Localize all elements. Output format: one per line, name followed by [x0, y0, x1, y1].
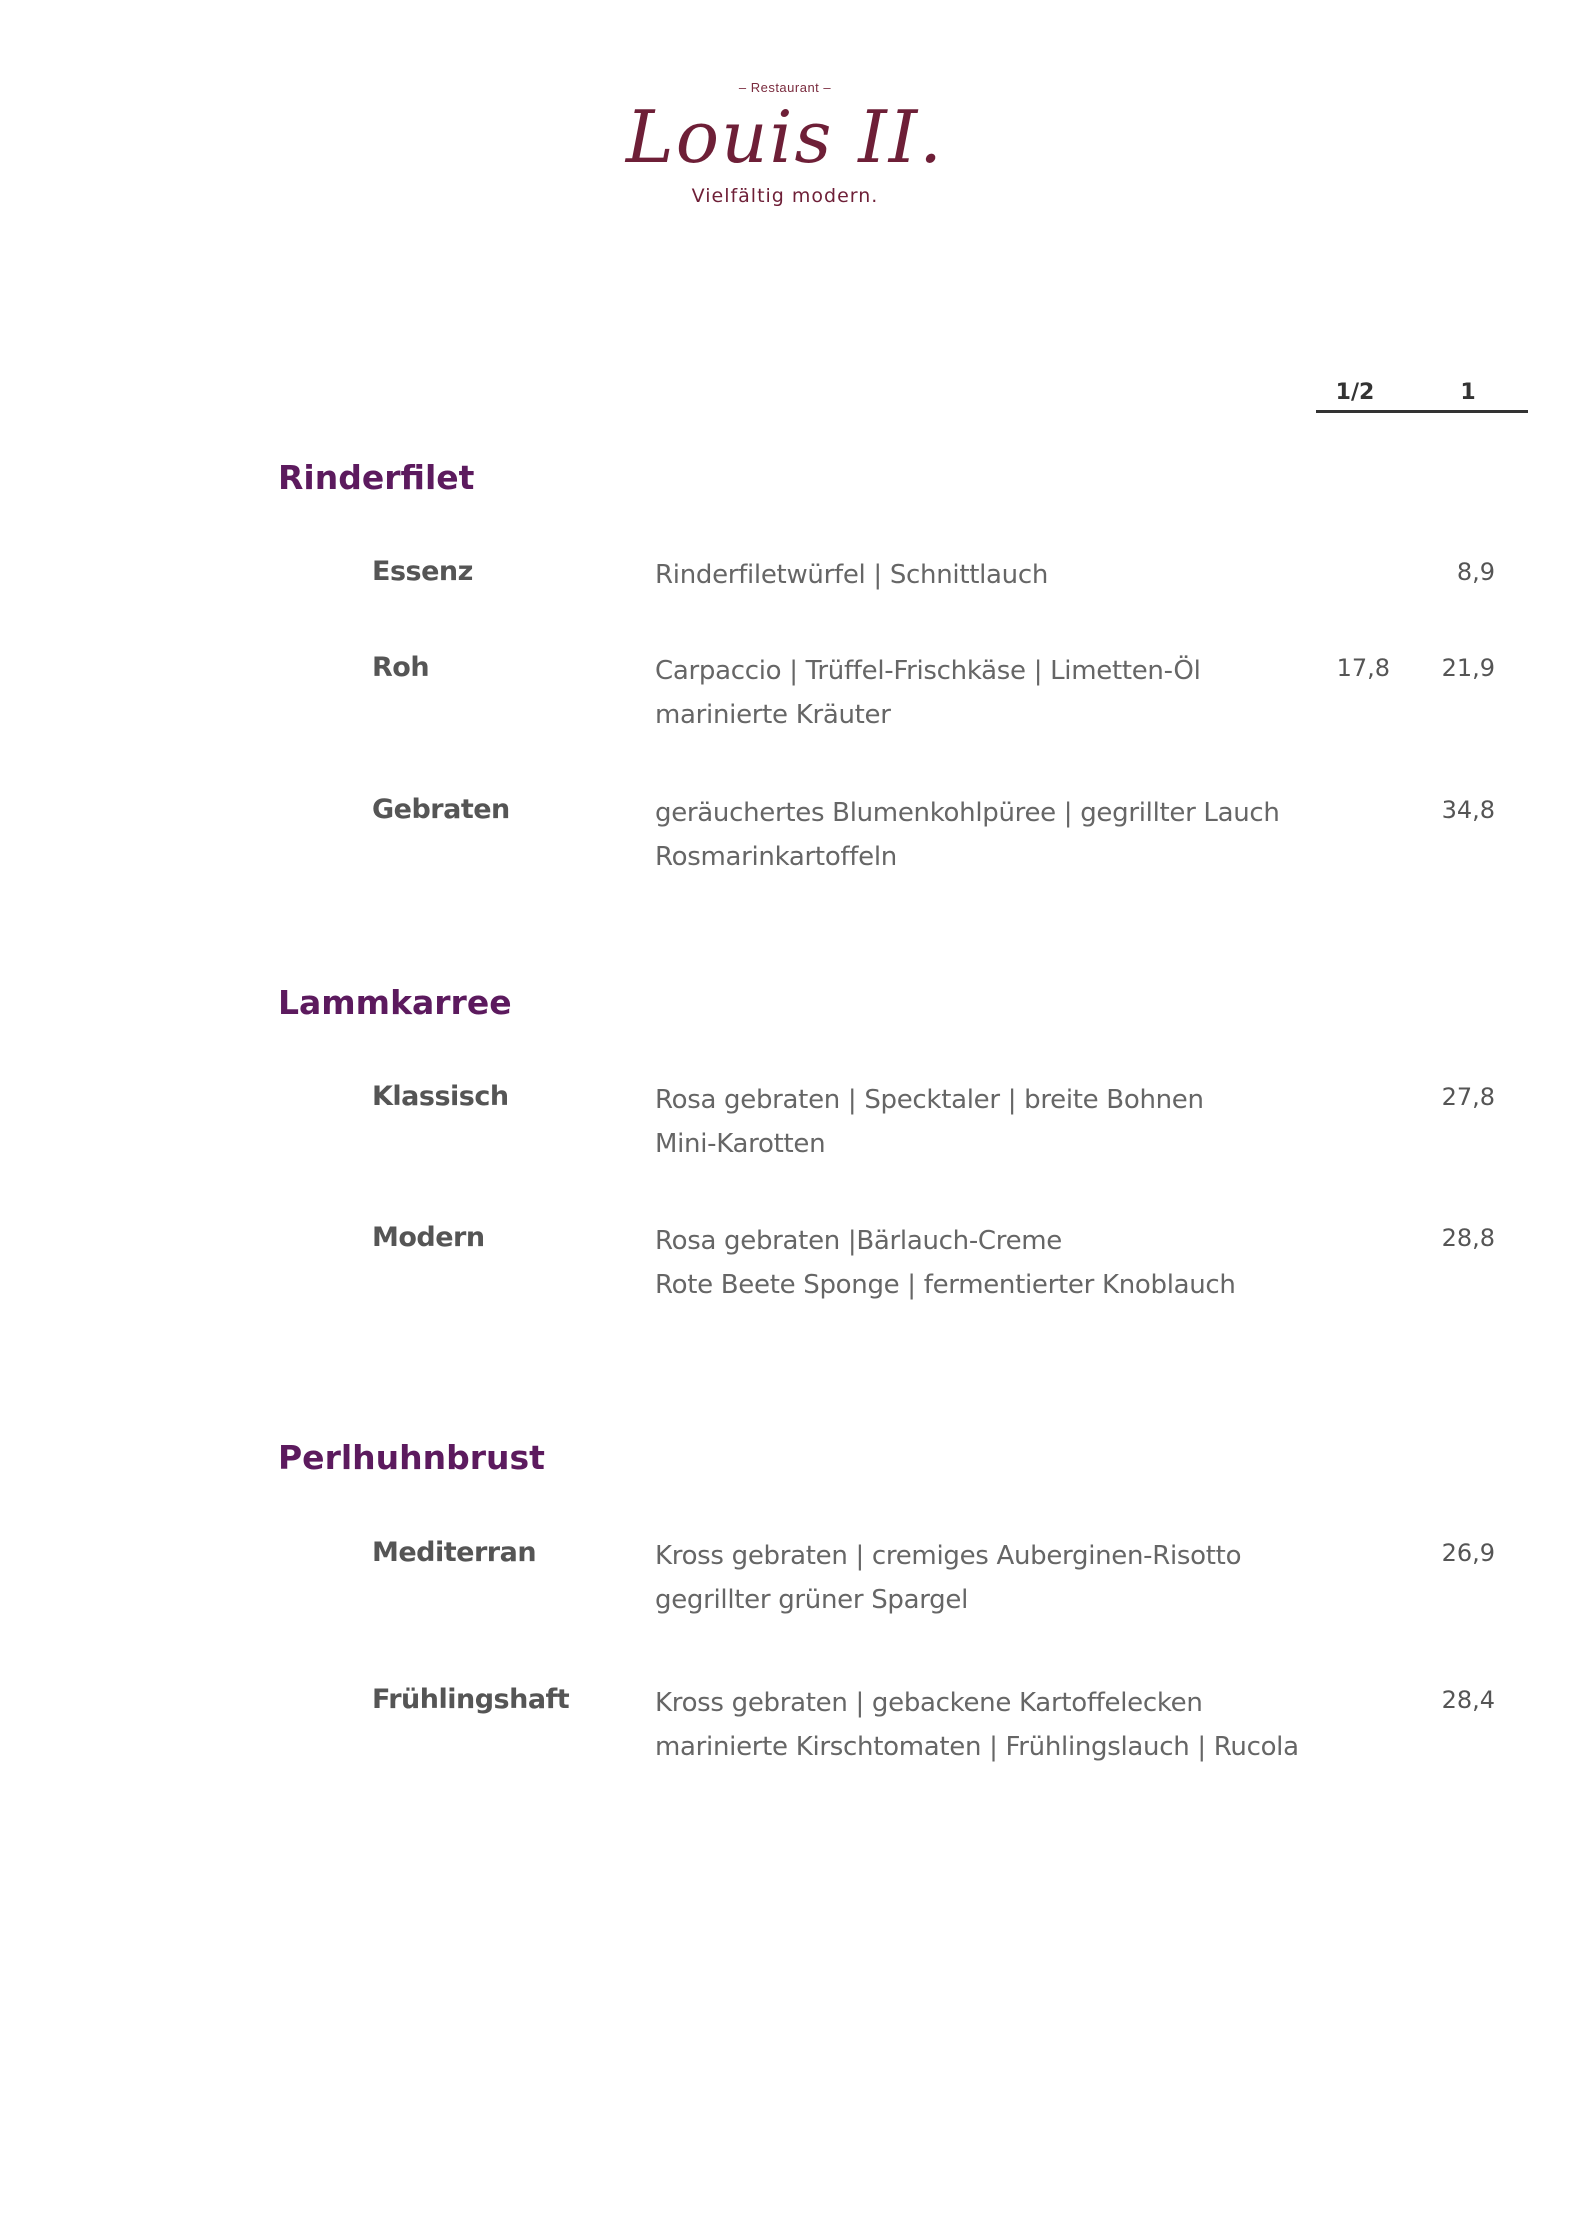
- description-line: Rosmarinkartoffeln: [655, 842, 897, 872]
- menu-item-description: [655, 1219, 1335, 1307]
- description-line: gegrillter grüner Spargel: [655, 1585, 969, 1615]
- description-line: Carpaccio | Trüffel-Frischkäse | Limetten-Öl: [655, 656, 1201, 686]
- column-header-half: 1/2: [1335, 380, 1375, 405]
- column-header-full: 1: [1460, 380, 1476, 405]
- section-title-lammkarree: Lammkarree: [278, 983, 512, 1022]
- description-line: marinierte Kräuter: [655, 700, 891, 730]
- menu-item-name: Mediterran: [372, 1537, 537, 1568]
- description-line: Rosa gebraten | Specktaler | breite Bohnen: [655, 1085, 1204, 1115]
- menu-item-description: [655, 791, 1335, 879]
- menu-item-name: Modern: [372, 1222, 485, 1253]
- logo-wordmark: Louis II.: [625, 95, 945, 179]
- menu-item-name: Klassisch: [372, 1081, 509, 1112]
- description-line: Rinderfiletwürfel | Schnittlauch: [655, 560, 1049, 590]
- description-line: Mini-Karotten: [655, 1129, 826, 1159]
- description-line: Kross gebraten | cremiges Auberginen-Risotto: [655, 1541, 1242, 1571]
- menu-item-name: Frühlingshaft: [372, 1684, 570, 1715]
- price-full: 27,8: [1441, 1083, 1495, 1111]
- restaurant-logo: [0, 80, 1570, 207]
- column-header-rule: [1316, 410, 1528, 413]
- menu-item-description: [655, 1078, 1335, 1166]
- menu-item-description: [655, 649, 1335, 737]
- section-title-rinderfilet: Rinderfilet: [278, 458, 475, 497]
- menu-item-name: Roh: [372, 652, 430, 683]
- description-line: Rosa gebraten |Bärlauch-Creme: [655, 1226, 1063, 1256]
- price-full: 8,9: [1456, 558, 1495, 586]
- price-full: 26,9: [1441, 1539, 1495, 1567]
- menu-item-description: [655, 1681, 1335, 1769]
- menu-item-description: [655, 1534, 1335, 1622]
- price-full: 34,8: [1441, 796, 1495, 824]
- menu-item-name: Essenz: [372, 556, 473, 587]
- price-full: 21,9: [1441, 654, 1495, 682]
- description-line: Kross gebraten | gebackene Kartoffelecken: [655, 1688, 1203, 1718]
- price-full: 28,8: [1441, 1224, 1495, 1252]
- price-full: 28,4: [1441, 1686, 1495, 1714]
- description-line: marinierte Kirschtomaten | Frühlingslauch | Rucola: [655, 1732, 1299, 1762]
- logo-tagline: Vielfältig modern.: [691, 185, 879, 207]
- logo-over-text: – Restaurant –: [738, 80, 832, 95]
- description-line: geräuchertes Blumenkohlpüree | gegrillter Lauch: [655, 798, 1280, 828]
- menu-item-description: [655, 553, 1335, 597]
- price-half: 17,8: [1336, 654, 1390, 682]
- menu-item-name: Gebraten: [372, 794, 510, 825]
- section-title-perlhuhnbrust: Perlhuhnbrust: [278, 1438, 545, 1477]
- description-line: Rote Beete Sponge | fermentierter Knoblauch: [655, 1270, 1236, 1300]
